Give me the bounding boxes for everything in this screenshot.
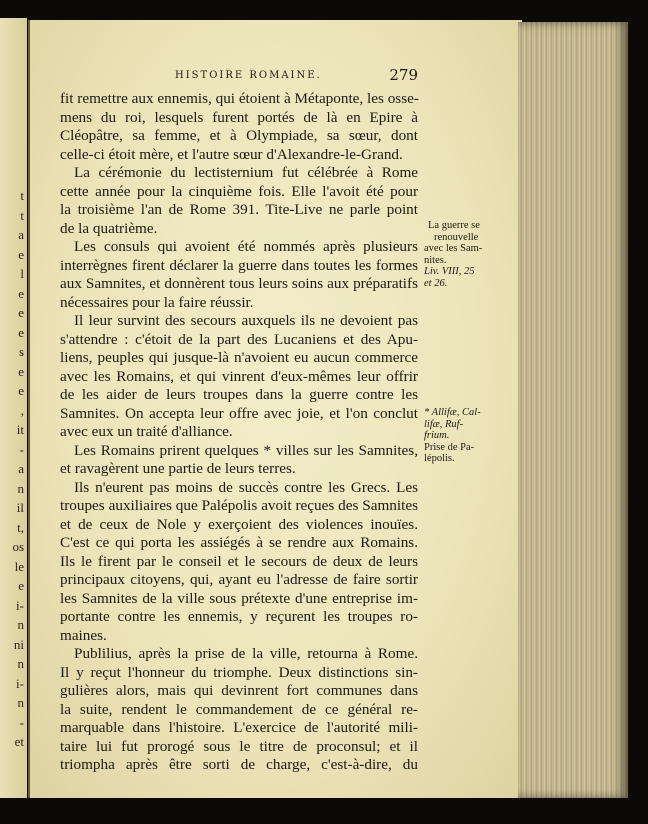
text-line: troupes auxiliaires que Palépolis avoit reçues des Samnites [60, 497, 418, 514]
left-page-edge [0, 18, 27, 798]
text-line: celle-ci étoit mère, et l'autre sœur d'Alexandre-le-Grand. [60, 145, 403, 163]
text-line: les Samnites de la ville sous prétexte d'une entreprise im- [60, 589, 418, 607]
left-page-fragment: n [17, 656, 24, 671]
text-line: s'attendre : c'étoit de la part des Lucaniens et des Apu- [60, 330, 418, 348]
left-page-fragment: n [17, 617, 24, 632]
text-line: de la quatrième. [60, 219, 158, 237]
text-line: de les aider de leurs troupes dans la guerre contre les [60, 386, 418, 403]
left-page-fragment: e [18, 246, 24, 262]
margin-note-line: frium. [424, 430, 450, 441]
left-page-fragment: e [18, 383, 24, 398]
body-text [60, 90, 418, 775]
text-line: la troisième l'an de Rome 391. Tite-Live ne parle point [60, 201, 418, 218]
left-page-fragment: ni [13, 636, 24, 652]
left-page-fragment: il [16, 500, 24, 515]
margin-note-line: lifæ, Ruf- [424, 418, 464, 430]
page-number: 279 [389, 66, 418, 84]
text-line: nécessaires pour la faire réussir. [60, 293, 254, 311]
left-page-fragment: s [18, 344, 24, 359]
margin-note-line: avec les Sam- [424, 243, 483, 254]
left-page-fragment: - [19, 714, 24, 730]
margin-note-war-renewed [424, 220, 520, 289]
text-line: fit remettre aux ennemis, qui étoient à Métaponte, les osse- [60, 90, 419, 107]
left-page-fragment: it [16, 422, 24, 437]
margin-note-line: renouvelle [434, 231, 479, 243]
text-line: marquable dans l'histoire. L'exercice de l'autorité mili- [60, 719, 418, 736]
text-line: Ils n'eurent pas moins de succès contre les Grecs. Les [74, 478, 418, 496]
text-line: Les Romains prirent quelques * villes sur les Samnites, [74, 441, 418, 459]
margin-note-line: lépolis. [424, 453, 455, 464]
text-line: la suite, rendent le commandement de ce général re- [60, 700, 418, 718]
text-line: interrègnes firent déclarer la guerre dans toutes les formes [60, 256, 418, 274]
text-line: gulières alors, mais qui devinrent fort communes dans [60, 682, 418, 699]
header-title: HISTOIRE ROMAINE. [175, 70, 322, 81]
text-line: Samnites. On accepta leur offre avec joie, et l'on conclut [60, 404, 418, 422]
left-page-fragment: e [18, 285, 24, 301]
text-line: triompha après être sorti de charge, c'est-à-dire, du [60, 756, 418, 773]
text-line: aux Samnites, et donnèrent tous leurs soins aux préparatifs [60, 275, 418, 292]
text-line: Ils le firent par le conseil et le secours de deux de leurs [60, 552, 418, 570]
left-page-fragment: e [18, 305, 24, 320]
left-page-fragment: , [20, 402, 24, 418]
text-line: liens, peuples qui jusque-là n'avoient eu aucun commerce [60, 349, 418, 366]
margin-note-line: et 26. [424, 277, 448, 289]
running-header [60, 66, 418, 86]
left-page-fragment: os [12, 539, 24, 554]
left-page-fragment: t [20, 188, 24, 203]
left-page-fragment: - [19, 441, 24, 457]
margin-note-line: Liv. VIII, 25 [424, 266, 475, 277]
text-line: principaux citoyens, qui, ayant eu l'adresse de faire sortir [60, 571, 418, 588]
text-line: Publilius, après la prise de la ville, retourna à Rome. [74, 645, 418, 662]
text-line: mens du roi, lesquels furent portés de là en Epire à [60, 108, 418, 126]
text-line: Il leur survint des secours auxquels ils ne devoient pas [74, 312, 418, 329]
page-edges [518, 22, 628, 798]
text-line: Cléopâtre, sa femme, et à Olympiade, sa sœur, dont [60, 127, 418, 144]
margin-note-line: * Allifæ, Cal- [424, 407, 481, 418]
left-page-fragment: i- [16, 675, 24, 691]
left-page-fragment: a [18, 227, 24, 242]
left-page-fragment: n [17, 480, 24, 496]
left-page-fragment: e [18, 578, 24, 593]
text-line: avec les Romains, et qui vinrent d'eux-mêmes leur offrir [60, 367, 418, 385]
left-page-fragment: a [18, 461, 24, 476]
left-page-fragment: t [20, 207, 24, 223]
left-page-fragment: l [20, 266, 24, 281]
text-line: maines. [60, 626, 107, 644]
left-page-fragment: e [18, 324, 24, 340]
text-line: et ravagèrent une partie de leurs terres. [60, 460, 296, 477]
left-page-fragment: n [17, 695, 24, 710]
left-page-fragment: i- [16, 597, 24, 613]
margin-note-line: nites. [424, 254, 447, 266]
text-line: et de ceux de Nole y exerçoient des violences inouïes. [60, 515, 418, 533]
text-line: cette année pour la cinquième fois. Elle l'avoit été pour [60, 182, 418, 200]
margin-note-line: Prise de Pa- [424, 441, 475, 453]
left-page-fragment: t, [17, 519, 24, 535]
text-line: La cérémonie du lectisternium fut célébrée à Rome [74, 164, 418, 181]
text-line: portante contre les ennemis, y reçurent les troupes ro- [60, 608, 418, 625]
margin-note-palepolis [424, 407, 520, 465]
text-line: taire lui fut prorogé sous le titre de proconsul; et il [60, 737, 418, 755]
left-page-fragment: e [18, 363, 24, 379]
text-line: C'est ce qui porta les assiégés à se rendre aux Romains. [60, 534, 418, 551]
margin-note-line: La guerre se [428, 220, 480, 231]
left-page-fragment: et [14, 734, 24, 749]
left-page-fragment: le [14, 558, 24, 574]
text-line: Il y reçut l'honneur du triomphe. Deux distinctions sin- [60, 663, 418, 681]
text-line: avec eux un traité d'alliance. [60, 423, 233, 440]
text-line: Les consuls qui avoient été nommés après plusieurs [74, 238, 418, 255]
